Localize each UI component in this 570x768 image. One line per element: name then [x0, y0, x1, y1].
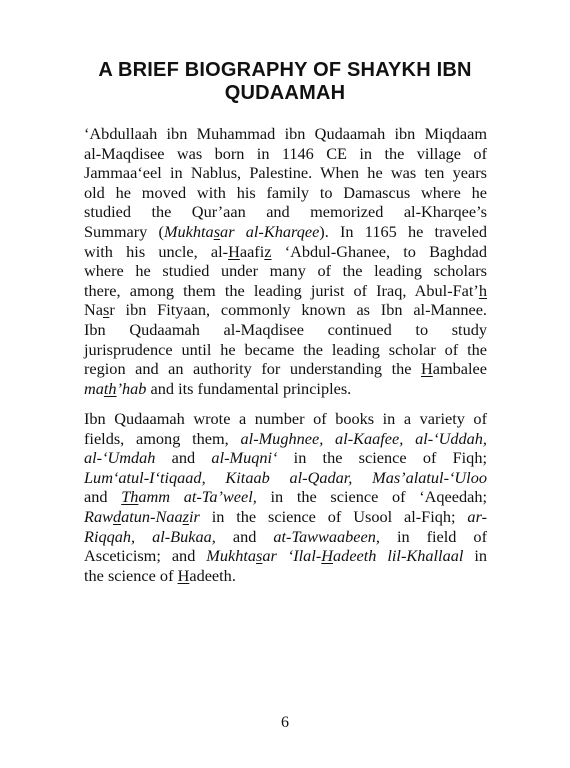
text-run: ’hab [116, 378, 147, 398]
text-line [84, 144, 487, 164]
text-run: Ibn Qudaamah wrote a number of books in a variety of [84, 409, 487, 428]
text-run: in the science of ‘Aqeedah; [256, 487, 488, 507]
text-run: there, among them the leading jurist of Iraq, Abul-Fat’ [84, 280, 479, 300]
text-line [84, 261, 487, 281]
text-line [84, 379, 487, 399]
text-run: Riqqah, al-Bukaa, [84, 526, 216, 546]
text-line [84, 448, 487, 468]
text-run: H [228, 241, 240, 261]
text-run: the science of [84, 565, 178, 585]
paragraph-works [84, 409, 487, 585]
text-run: al-Maqdisee was born in 1146 CE in the village of [84, 143, 487, 163]
text-line [84, 409, 487, 429]
text-run: Ibn Qudaamah al-Maqdisee continued to study [84, 319, 487, 339]
text-run: adeeth lil-Khallaal [333, 546, 464, 566]
text-run: ). In 1165 he traveled [319, 221, 487, 241]
text-line [84, 429, 487, 449]
text-run: th [103, 378, 117, 398]
text-run: and [84, 487, 122, 507]
page-title: A BRIEF BIOGRAPHY OF SHAYKH IBN QUDAAMAH [98, 59, 472, 104]
text-line [84, 242, 487, 262]
text-line [84, 507, 487, 527]
text-run: in the science of Usool al-Fiqh; [199, 506, 468, 526]
text-run: ar al-Kharqee [220, 221, 320, 241]
text-run: r ibn Fityaan, commonly known as Ibn al-Mannee. [109, 300, 487, 320]
text-run: and [215, 526, 274, 546]
text-line [84, 163, 487, 183]
text-run: s [213, 221, 221, 241]
text-run: Na [84, 300, 103, 320]
text-run: ma [84, 378, 104, 398]
text-line [84, 300, 487, 320]
text-run: in field of [379, 526, 487, 546]
text-run: d [112, 506, 122, 526]
text-run: ar ‘Ilal- [262, 546, 322, 566]
text-run: H [421, 359, 433, 379]
text-run: H [321, 546, 334, 566]
text-run: old he moved with his family to Damascus where he [84, 182, 487, 202]
text-run: fields, among them, [84, 428, 241, 448]
text-run: adeeth. [189, 565, 236, 585]
text-line [84, 124, 487, 144]
text-run: with his uncle, al- [84, 241, 229, 261]
text-run: amm at-Ta’weel, [138, 487, 257, 507]
text-run: Asceticism; and [84, 546, 207, 566]
text-line [84, 566, 487, 586]
text-run: Mukhta [206, 546, 257, 566]
text-run: Lum‘atul-I‘tiqaad, Kitaab al-Qadar, Mas’alatul-‘Uloo [84, 467, 487, 487]
text-line [84, 359, 487, 379]
text-line [84, 546, 487, 566]
text-run: h [478, 280, 487, 300]
page-number: 6 [281, 714, 289, 731]
text-run: H [177, 565, 190, 585]
text-line [84, 222, 487, 242]
text-run: Summary ( [84, 221, 164, 241]
text-run: ambalee [432, 359, 487, 379]
text-run: Mukhta [163, 221, 214, 241]
text-run: aafi [239, 241, 265, 261]
text-run: ar- [467, 506, 487, 526]
text-line [84, 527, 487, 547]
text-run: in the science of Fiqh; [277, 448, 487, 468]
text-run: ‘Abdullaah ibn Muhammad ibn Qudaamah ibn Miqdaam [84, 124, 487, 143]
text-run: al-Muqni‘ [211, 448, 278, 468]
paragraph-biography [84, 124, 487, 398]
text-run: Raw [84, 506, 113, 526]
text-line [84, 183, 487, 203]
text-run: region and an authority for understanding the [84, 359, 421, 379]
text-line [84, 340, 487, 360]
text-line [84, 468, 487, 488]
text-run: ‘Abdul-Ghanee, to Baghdad [271, 241, 487, 261]
text-run: s [256, 546, 263, 566]
text-run: and its fundamental principles. [146, 378, 352, 398]
text-run: studied the Qur’aan and memorized al-Kharqee’s [84, 202, 487, 222]
text-run: where he studied under many of the leading scholars [84, 261, 487, 281]
text-run: jurisprudence until he became the leading scholar of the [84, 339, 487, 359]
text-run: z [182, 506, 189, 526]
text-line [84, 487, 487, 507]
text-run: Jammaa‘eel in Nablus, Palestine. When he was ten years [84, 163, 487, 183]
text-line [84, 202, 487, 222]
text-run: Th [121, 487, 139, 507]
text-run: s [102, 300, 110, 320]
text-run: al-Mughnee, al-Kaafee, al-‘Uddah, [240, 428, 488, 448]
text-run: al-‘Umdah [84, 448, 156, 468]
text-run: at-Tawwaabeen, [273, 526, 380, 546]
text-line [84, 320, 487, 340]
text-run: z [264, 241, 272, 261]
text-run: in [463, 546, 487, 566]
text-line [84, 281, 487, 301]
text-run: and [155, 448, 212, 468]
text-run: atun-Naa [121, 506, 183, 526]
text-run: ir [188, 506, 200, 526]
